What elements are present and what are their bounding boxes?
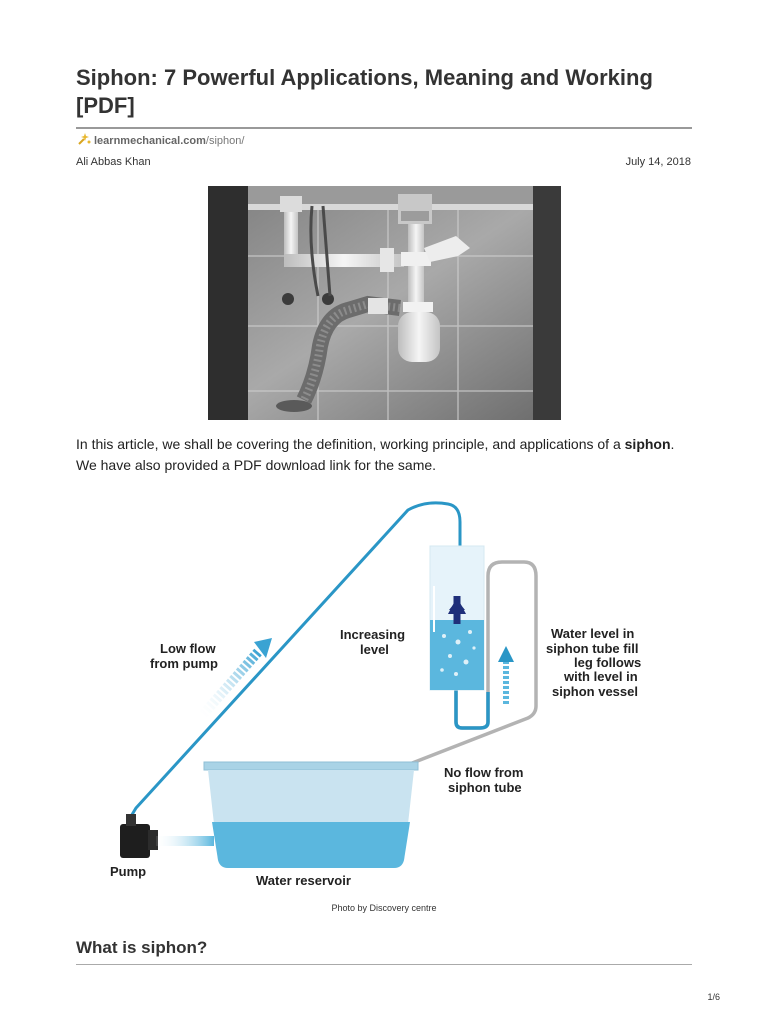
- publish-date: July 14, 2018: [625, 156, 691, 168]
- label-low-flow-2: from pump: [150, 656, 218, 671]
- source-link[interactable]: [76, 132, 244, 149]
- label-water-level-2: siphon tube fill: [546, 641, 639, 656]
- label-no-flow-2: siphon tube: [448, 780, 522, 795]
- source-host[interactable]: learnmechanical.com: [94, 135, 206, 147]
- label-water-level-1: Water level in: [551, 626, 635, 641]
- pump: [120, 814, 214, 858]
- siphon-vessel: [430, 546, 484, 690]
- intro-text-after: . We have also provided a PDF download link for the same.: [76, 436, 675, 473]
- label-reservoir: Water reservoir: [256, 873, 351, 888]
- siphon-diagram: [108, 496, 698, 896]
- title-divider: [76, 127, 692, 129]
- section-divider: [76, 964, 692, 965]
- photo-caption: Photo by Discovery centre: [331, 903, 437, 913]
- label-increasing-1: Increasing: [340, 627, 406, 642]
- intro-paragraph: [76, 434, 696, 476]
- label-low-flow-1: Low flow: [160, 641, 216, 656]
- label-water-level-5: siphon vessel: [552, 684, 638, 699]
- intro-text-before: In this article, we shall be covering the definition, working principle, and applications of a: [76, 436, 625, 452]
- article-title: Siphon: 7 Powerful Applications, Meaning and Working [PDF]: [76, 65, 653, 118]
- siphon-leg-arrow: [498, 646, 514, 704]
- water-reservoir: [204, 762, 418, 868]
- label-no-flow-1: No flow from: [444, 765, 524, 780]
- section-heading: What is siphon?: [76, 938, 208, 957]
- source-path[interactable]: /siphon/: [205, 135, 245, 147]
- intro-bold-term: siphon: [624, 436, 671, 452]
- author-name: Ali Abbas Khan: [76, 156, 151, 168]
- page-number: 1/6: [707, 992, 720, 1002]
- label-increasing-2: level: [360, 642, 389, 657]
- sparkle-logo-icon: [76, 132, 92, 146]
- sink-drain-pipe-photo: [208, 186, 561, 420]
- label-pump: Pump: [110, 864, 147, 879]
- label-water-level-3: leg follows: [574, 655, 642, 670]
- label-water-level-4: with level in: [564, 669, 638, 684]
